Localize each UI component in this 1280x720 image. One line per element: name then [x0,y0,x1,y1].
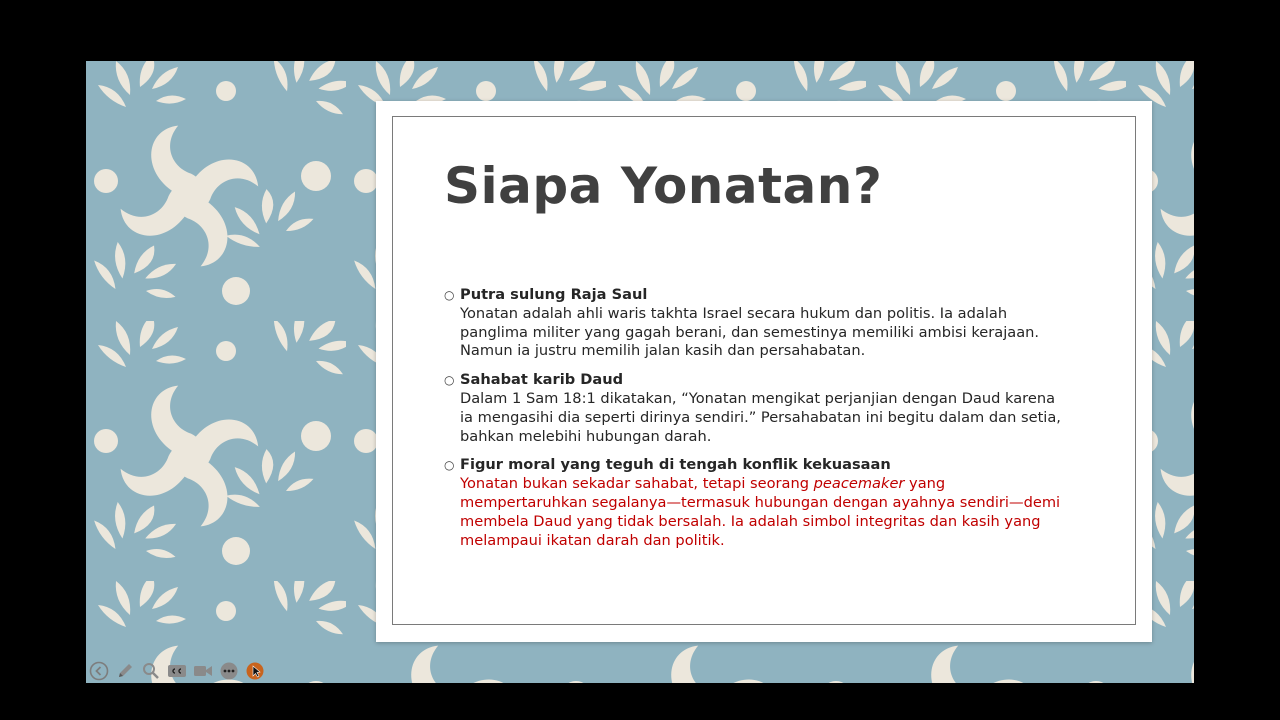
bullet-heading: Sahabat karib Daud [460,371,624,389]
bullet-body-italic: peacemaker [813,475,905,493]
bullet-item [444,371,1064,446]
bullet-body [460,390,1064,446]
slide-title: Siapa Yonatan? [444,157,883,215]
bullet-body-text: Dalam 1 Sam 18:1 dikatakan, “Yonatan mengikat perjanjian dengan Daud karena ia mengasihi dia seperti dirinya sendiri.” Persahabatan ini begitu dalam dan setia, bahkan melebihi hubungan darah. [460,389,1061,445]
back-arrow-icon[interactable] [88,660,110,682]
pen-icon[interactable] [114,660,136,682]
bullet-body-text: yang mempertaruhkan segalanya—termasuk hubungan dengan ayahnya sendiri—demi membela Daud yang tidak bersalah. Ia adalah simbol integritas dan kasih yang melampaui ikatan darah dan politik. [460,475,1061,549]
bullet-body [460,305,1064,361]
pointer-options-icon[interactable] [244,660,266,682]
bullet-item [444,286,1064,361]
bullet-list [444,286,1064,560]
bullet-item [444,456,1064,550]
closed-captions-icon[interactable] [166,660,188,682]
slideshow-toolbar [88,660,266,682]
hollow-bullet-icon: ○ [444,458,455,473]
hollow-bullet-icon: ○ [444,373,455,388]
bullet-body-accent [460,475,1064,550]
video-camera-icon[interactable] [192,660,214,682]
slide-card [376,101,1152,642]
presentation-stage [86,61,1194,683]
bullet-body-text: Yonatan bukan sekadar sahabat, tetapi seorang [460,475,814,493]
zoom-icon[interactable] [140,660,162,682]
hollow-bullet-icon: ○ [444,288,455,302]
bullet-body-text: Yonatan adalah ahli waris takhta Israel secara hukum dan politis. Ia adalah panglima militer yang gagah berani, dan semestinya memiliki ambisi kerajaan. Namun ia justru memilih jalan kasih dan persahabatan. [460,304,1040,360]
bullet-heading: Putra sulung Raja Saul [460,286,648,303]
more-options-icon[interactable] [218,660,240,682]
bullet-heading: Figur moral yang teguh di tengah konflik kekuasaan [460,456,891,474]
